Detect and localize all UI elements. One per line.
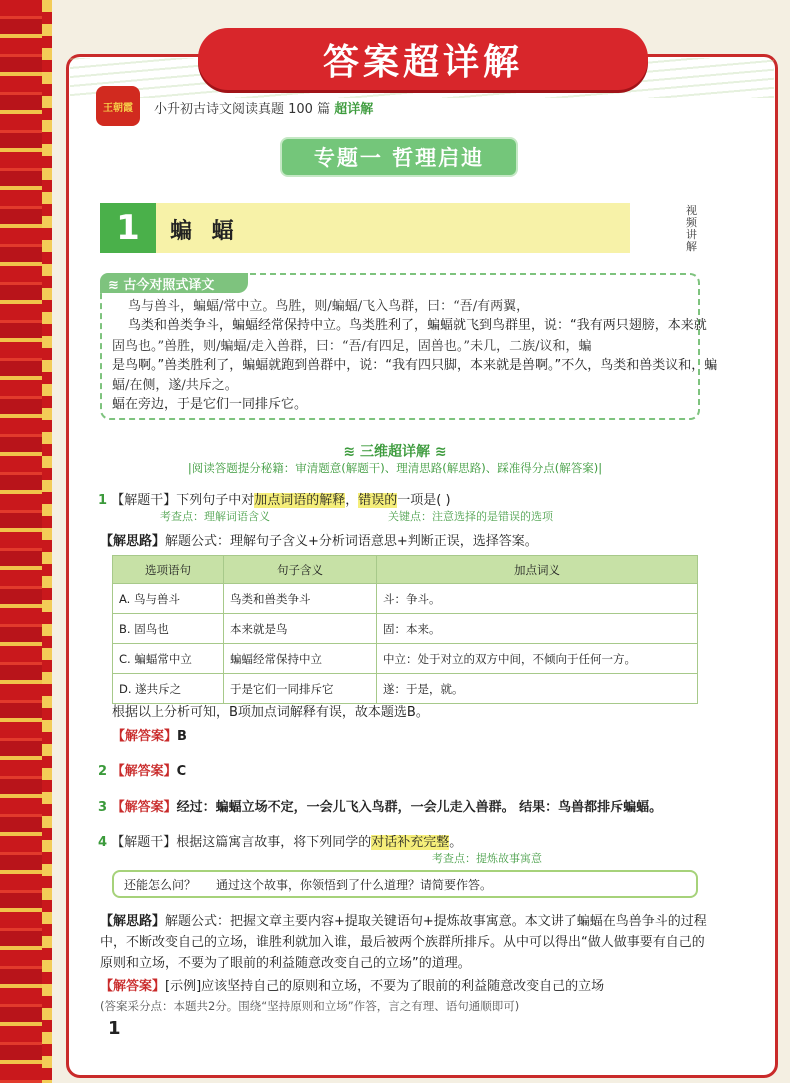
q4-note: 考查点：提炼故事寓意	[432, 852, 542, 865]
topic-title: 专题一 哲理启迪	[280, 137, 518, 177]
decorative-ribbon	[0, 0, 52, 1083]
q1-highlight-2: 错误的	[358, 493, 398, 508]
section-title: ≋ 三维超详解 ≋	[343, 444, 447, 460]
translation-header: ≋ 古今对照式译文	[100, 273, 248, 293]
q1-tag: 【解题干】	[111, 493, 177, 508]
q2-number: 2	[98, 764, 108, 779]
analysis-table	[112, 555, 698, 704]
q1-think	[100, 530, 538, 549]
q4-think-line-2: 中，不断改变自己的立场，谁胜利就加入谁，最后被两个族群所排斥。从中可以得出“做人做事要有自己的	[100, 935, 705, 950]
logo-text: 王朝霞	[103, 102, 133, 114]
q4-text-b: 。	[449, 835, 463, 850]
q1-highlight-1: 加点词语的解释	[254, 493, 346, 508]
q3-answer-tag: 【解答案】	[111, 800, 177, 815]
table-cell: 于是它们一同排斥它	[224, 674, 377, 704]
q1-note-2: 关键点：注意选择的是错误的选项	[388, 510, 553, 523]
table-cell: A. 鸟与兽斗	[113, 584, 224, 614]
q4-think-line-3: 原则和立场，不要为了眼前的利益随意改变自己的立场”的道理。	[100, 956, 471, 971]
lesson-header	[100, 203, 630, 253]
table-cell: 本来就是鸟	[224, 614, 377, 644]
series-title	[154, 98, 373, 117]
section-subtitle: |阅读答题提分秘籍：审清题意(解题干)、理清思路(解思路)、踩准得分点(解答案)|	[187, 461, 603, 475]
q1-stem	[98, 489, 451, 508]
table-cell: 蝙蝠经常保持中立	[224, 644, 377, 674]
q4-think-tag: 【解思路】	[100, 914, 166, 929]
table-cell: 中立：处于对立的双方中间，不倾向于任何一方。	[377, 644, 698, 674]
q4-answer-value: [示例]应该坚持自己的原则和立场，不要为了眼前的利益随意改变自己的立场	[165, 979, 605, 994]
q4-number: 4	[98, 835, 108, 850]
q2-answer-value: C	[176, 764, 187, 779]
q4-think-text-1: 解题公式：把握文章主要内容+提取关键语句+提炼故事寓意。本文讲了蝙蝠在鸟兽争斗的过程	[165, 914, 707, 929]
q1-text-a: 下列句子中对	[176, 493, 255, 508]
q2-answer-tag: 【解答案】	[111, 764, 177, 779]
q4-text-a: 根据这篇寓言故事，将下列同学的	[176, 835, 372, 850]
table-cell: 斗：争斗。	[377, 584, 698, 614]
table-header: 句子含义	[224, 556, 377, 584]
alternate-question-box	[112, 870, 698, 898]
q4-highlight: 对话补充完整	[371, 835, 450, 850]
table-header: 加点词义	[377, 556, 698, 584]
table-cell: 遂：于是，就。	[377, 674, 698, 704]
q3-answer-value: 经过：蝙蝠立场不定，一会儿飞入鸟群，一会儿走入兽群。 结果：鸟兽都排斥蝙蝠。	[176, 800, 663, 815]
q2-answer	[98, 760, 186, 779]
alt-question-label: 还能怎么问？	[124, 877, 197, 892]
classic-line-2: 固鸟也。”兽胜，则/蝙蝠/走入兽群，曰：“吾/有四足，固兽也。”未几，二族/议和，蝙	[112, 339, 592, 354]
q1-think-text: 解题公式：理解句子含义+分析词语意思+判断正误，选择答案。	[165, 534, 538, 549]
table-row	[113, 644, 698, 674]
q1-text-b: ，	[345, 493, 359, 508]
q1-conclusion: 根据以上分析可知，B项加点词解释有误，故本题选B。	[112, 705, 429, 720]
table-cell: B. 固鸟也	[113, 614, 224, 644]
lesson-number: 1	[100, 203, 156, 253]
classic-line-1: 鸟与兽斗，蝙蝠/常中立。鸟胜，则/蝙蝠/飞入鸟群，曰：“吾/有两翼，	[128, 299, 530, 314]
q1-answer	[112, 725, 187, 744]
table-row	[113, 614, 698, 644]
q1-note-1: 考查点：理解词语含义	[160, 510, 270, 523]
q1-number: 1	[98, 493, 108, 508]
modern-line-3: 蝠在旁边，于是它们一同排斥它。	[112, 397, 308, 412]
table-cell: D. 遂共斥之	[113, 674, 224, 704]
q4-stem	[98, 831, 462, 850]
series-text: 小升初古诗文阅读真题 100 篇	[154, 102, 335, 117]
video-lecture-label[interactable]: 视频讲解	[686, 204, 697, 253]
q1-answer-value: B	[177, 729, 187, 744]
table-cell: 固：本来。	[377, 614, 698, 644]
q3-number: 3	[98, 800, 108, 815]
table-cell: 鸟类和兽类争斗	[224, 584, 377, 614]
classic-line-3: 蝠/在侧，遂/共斥之。	[112, 378, 238, 393]
q4-think-line-1	[100, 910, 707, 929]
q1-answer-tag: 【解答案】	[112, 729, 178, 744]
q4-score-note: (答案采分点：本题共2分。围绕“坚持原则和立场”作答，言之有理、语句通顺即可)	[100, 999, 520, 1013]
modern-line-1: 鸟类和兽类争斗，蝙蝠经常保持中立。鸟类胜利了，蝙蝠就飞到鸟群里，说：“我有两只翅膀，本来就	[128, 318, 707, 333]
q4-tag: 【解题干】	[111, 835, 177, 850]
series-suffix: 超详解	[334, 102, 374, 117]
alt-question-text: 通过这个故事，你领悟到了什么道理？请简要作答。	[216, 877, 493, 892]
table-row	[113, 584, 698, 614]
modern-line-2: 是鸟啊。”兽类胜利了，蝙蝠就跑到兽群中，说：“我有四只脚，本来就是兽啊。”不久，鸟类和兽类议和，蝙	[112, 358, 718, 373]
q4-answer-tag: 【解答案】	[100, 979, 166, 994]
q3-answer	[98, 796, 662, 815]
page-banner: 答案超详解	[198, 28, 648, 90]
table-cell: C. 蝙蝠常中立	[113, 644, 224, 674]
lesson-title: 蝙 蝠	[170, 219, 240, 244]
q1-text-c: 一项是( )	[397, 493, 451, 508]
page-number: 1	[108, 1018, 121, 1039]
table-header: 选项语句	[113, 556, 224, 584]
q1-think-tag: 【解思路】	[100, 534, 166, 549]
table-row	[113, 674, 698, 704]
publisher-logo	[96, 86, 140, 126]
q4-answer	[100, 975, 604, 994]
